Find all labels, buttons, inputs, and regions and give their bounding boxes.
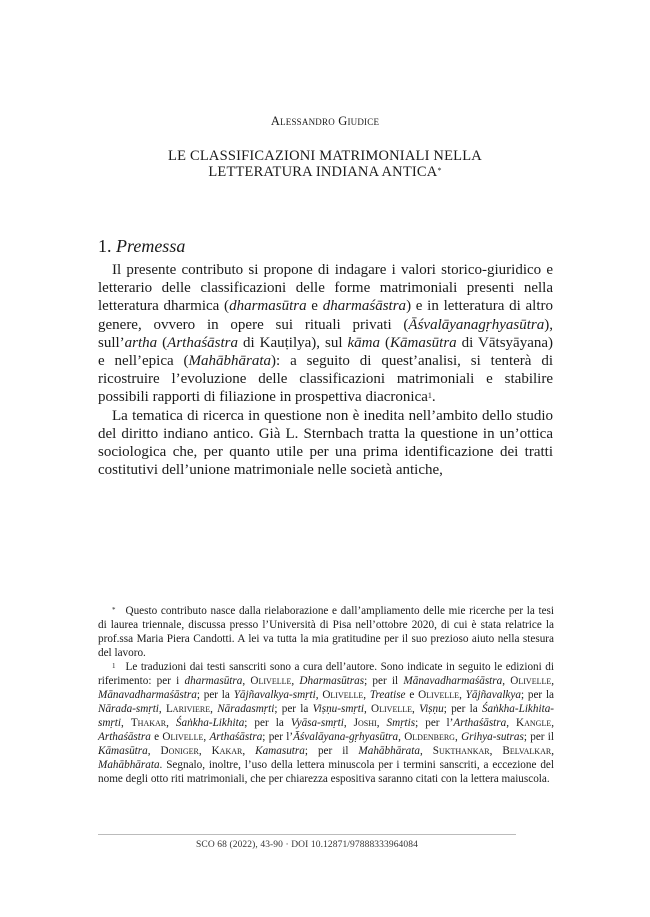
text-run: , (315, 689, 323, 701)
title-ref: Yājñavalkya-smṛti (233, 689, 316, 701)
text-run: , (551, 745, 554, 757)
title-ref: Mahābhārata (358, 745, 420, 757)
title-ref: Śaṅkha-Likhita-smṛti (98, 703, 555, 729)
title-line-1: LE CLASSIFICAZIONI MATRIMONIALI NELLA (168, 148, 482, 164)
term-mahabharata: Mahābhārata (188, 353, 272, 370)
text-run: Il presente contributo si propone di indagare i valori storico-giuridico e letterario delle classificazioni delle forme matrimoniali presenti nella letteratura dharmica ( (98, 262, 553, 315)
term-kama: kāma (347, 334, 381, 351)
title-ref: dharmasūtra (184, 675, 243, 687)
text-run: ; per il (304, 745, 359, 757)
title-ref: Vyāsa-smṛti (290, 717, 344, 729)
text-run: , (242, 745, 256, 757)
text-run: ) e in letteratura di altro genere, ovvero in opere sui rituali privati ( (98, 298, 553, 333)
text-run: ; per la (520, 689, 555, 701)
author-ref: Olivelle (250, 675, 292, 687)
title-ref: Āśvalāyana-gṛhyasūtra (293, 731, 399, 743)
text-run: ( (157, 334, 168, 351)
text-run: , (121, 717, 131, 729)
title-ref: Yājñavalkya (465, 689, 521, 701)
title-ref: Nāradasmṛti (217, 703, 275, 715)
text-run: e (150, 731, 163, 743)
footer-citation: SCO 68 (2022), 43-90 · DOI 10.12871/97888333964084 (196, 840, 418, 850)
title-ref: Mahābhārata (98, 759, 160, 771)
text-run: , (158, 703, 166, 715)
author-ref: Olivelle (162, 731, 204, 743)
section-heading (98, 236, 185, 257)
text-run: ; per la (196, 689, 234, 701)
text-run: , (506, 717, 517, 729)
title-ref: Grihya-sutras (461, 731, 524, 743)
text-run: ; per la (443, 703, 482, 715)
text-run: e (306, 298, 323, 315)
text-run: . (431, 389, 436, 406)
author-ref: Thakar (130, 717, 167, 729)
text-run: , (291, 675, 300, 687)
term-artha: artha (124, 334, 158, 351)
term-kamasutra: Kāmasūtra (390, 334, 457, 351)
text-run: ; per l’ (415, 717, 454, 729)
title-ref: Mānavadharmaśāstra (403, 675, 503, 687)
text-run: , (363, 689, 370, 701)
text-run: , (459, 689, 466, 701)
text-run: ): a seguito di quest’analisi, si tenterà di ricostruire l’evoluzione delle classificazioni matrimoniali e stabilire possibili rapporti di filiazione in prospettiva diacronica (98, 353, 554, 406)
section-title: Premessa (116, 236, 186, 256)
text-run: , (376, 717, 387, 729)
author-ref: Olivelle (418, 689, 460, 701)
paragraph-2: La tematica di ricerca in questione non è inedita nell’ambito dello studio del diritto indiano antico. Già L. Sternbach tratta la questione in un’ottica sociologica che, per quanto utile per una prima identificazione dei tratti costitutivi dell’unione matrimoniale nelle società antiche, (98, 407, 553, 479)
title-ref: Arthaśāstra (98, 731, 151, 743)
text-run: , (242, 675, 251, 687)
title-ref: Smṛtis (386, 717, 416, 729)
title-ref: Dharmasūtras (299, 675, 365, 687)
text-run: Le traduzioni dai testi sanscriti sono a cura dell’autore. Sono indicate in seguito le edizioni di riferimento: per i (98, 661, 554, 687)
author-ref: Kangle (516, 717, 552, 729)
term-asvalayana: Āśvalāyanagṛhyasūtra (408, 316, 545, 333)
text-run: , (398, 731, 405, 743)
text-run: ), sull’ (98, 316, 553, 351)
author-ref: Doniger, Kakar (160, 745, 243, 757)
text-run: ; per la (274, 703, 313, 715)
title-line-2 (0, 164, 650, 180)
text-run: , (364, 703, 372, 715)
text-run: , (343, 717, 354, 729)
text-run: . Segnalo, inoltre, l’uso della lettera minuscola per i termini sanscriti, a eccezione del nome degli otto riti matrimoniali, che per chiarezza espositiva saranno citati con la lettera maiuscola. (98, 759, 554, 785)
title-ref: Treatise (369, 689, 406, 701)
body-text (98, 261, 553, 479)
text-run: , (147, 745, 161, 757)
title-ref: Nārada-smṛti (98, 703, 159, 715)
author-ref: Sukthankar, Belvalkar (432, 745, 552, 757)
title-ref: Arthaśāstra (209, 731, 263, 743)
title-line-2-text: LETTERATURA INDIANA ANTICA (208, 164, 438, 180)
text-run: , (551, 717, 555, 729)
title-ref: Mānavadharmaśāstra (98, 689, 197, 701)
title-ref: Kāmasūtra (98, 745, 148, 757)
author-ref: Olivelle (322, 689, 364, 701)
title-ref: Viṣṇu (419, 703, 444, 715)
footnote-mark: * (112, 606, 116, 614)
text-run: ; per l’ (262, 731, 294, 743)
author-ref: Olivelle (510, 675, 552, 687)
title-ref: Śaṅkha-Likhita (175, 717, 245, 729)
title-ref: Viṣṇu-smṛti (312, 703, 364, 715)
section-number: 1. (98, 236, 112, 256)
footnote-text: Questo contributo nasce dalla rielaborazione e dall’ampliamento delle mie ricerche per la tesi di laurea triennale, discussa presso l’Università di Pisa nell’ottobre 2020, di cui è stata relatrice la prof.ssa Maria Piera Candotti. A lei va tutta la mia gratitudine per il suo prezioso aiuto nella stesura del lavoro. (98, 605, 554, 659)
text-run: , (551, 675, 555, 687)
text-run: , (412, 703, 420, 715)
footer-divider (98, 834, 516, 835)
text-run: ; per il (523, 731, 555, 743)
text-run: e (405, 689, 419, 701)
text-run: ; per il (364, 675, 404, 687)
text-run: , (454, 731, 462, 743)
author-ref: Olivelle (371, 703, 413, 715)
footnotes (98, 604, 554, 786)
author-name: Alessandro Giudice (270, 114, 380, 128)
footnote-star (98, 604, 554, 660)
term-dharmasastra: dharmaśāstra (322, 298, 407, 315)
author-ref: Joshi (353, 717, 377, 729)
text-run: , (166, 717, 176, 729)
term-dharmasutra: dharmasūtra (229, 298, 307, 315)
text-run: ( (380, 334, 390, 351)
footnote-1 (98, 660, 554, 786)
text-run: ; per la (244, 717, 291, 729)
text-run: di Vātsyāyana) e nell’epica ( (98, 334, 554, 370)
text-run: , (203, 731, 210, 743)
title-ref: Kamasutra (255, 745, 305, 757)
paragraph-1 (98, 261, 553, 407)
article-title (0, 148, 650, 180)
title-footnote-mark[interactable]: * (437, 166, 442, 175)
footnote-ref-1[interactable]: 1 (427, 391, 432, 401)
title-ref: Arthaśāstra (453, 717, 507, 729)
term-arthasastra: Arthaśāstra (167, 334, 239, 351)
author-ref: Lariviere (165, 703, 211, 715)
text-run: , (502, 675, 511, 687)
text-run: , (419, 745, 433, 757)
author-ref: Oldenberg (404, 731, 455, 743)
footnote-mark: 1 (112, 662, 116, 670)
text-run: di Kauṭilya), sul (238, 334, 348, 351)
text-run: , (210, 703, 218, 715)
